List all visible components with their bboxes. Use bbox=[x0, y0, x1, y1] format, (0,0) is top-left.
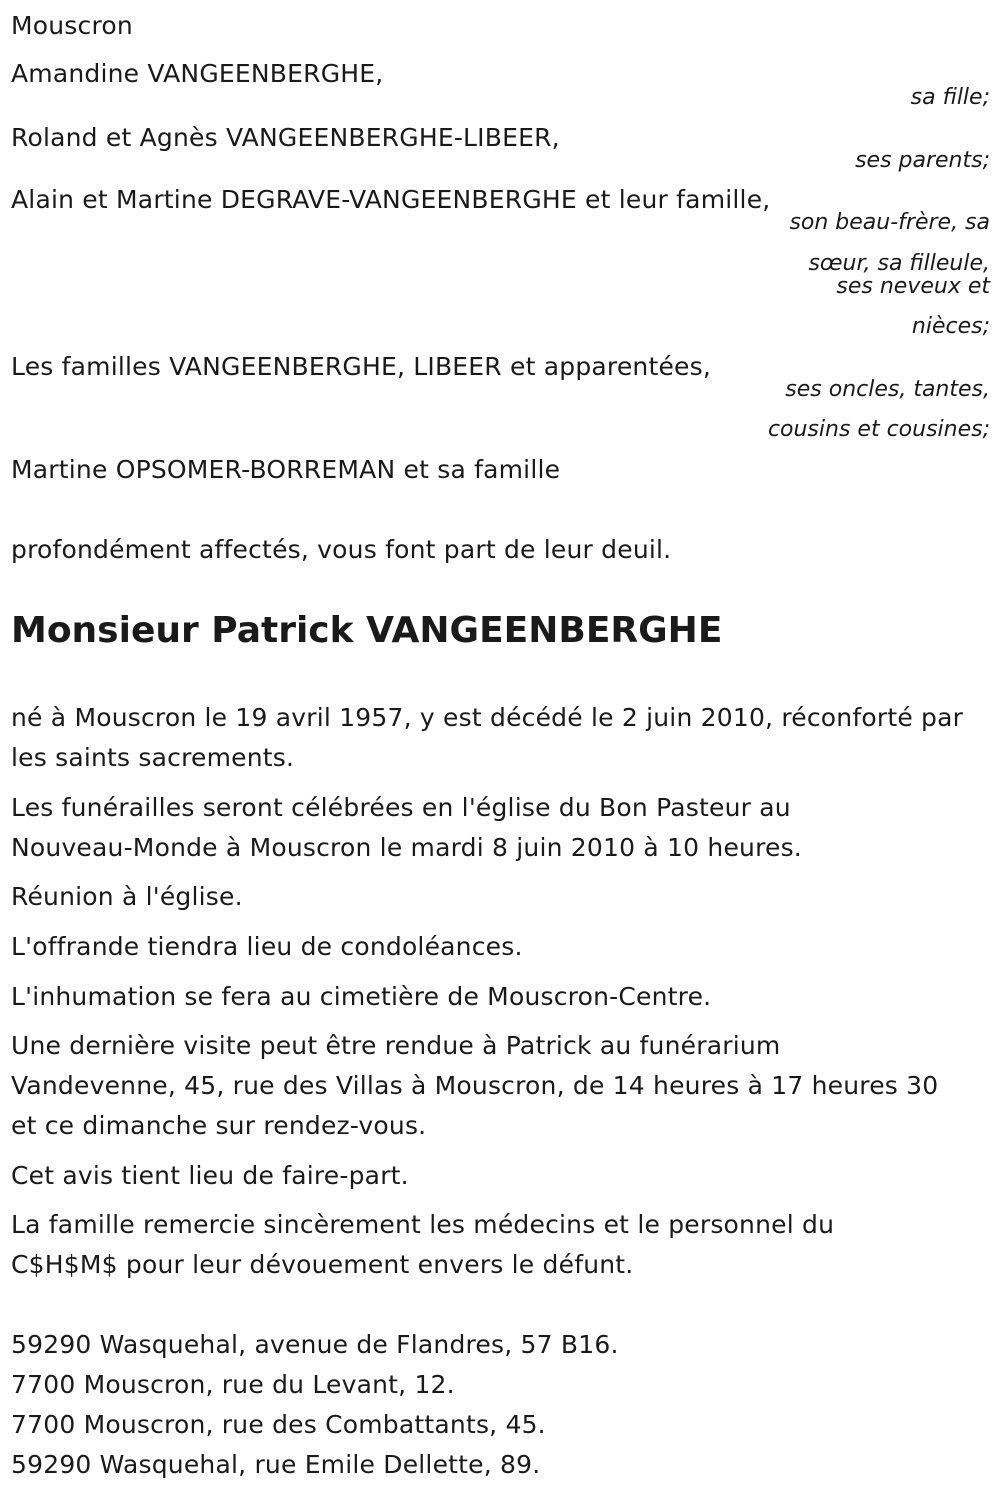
intro-line: profondément affectés, vous font part de leur deuil. bbox=[11, 535, 672, 564]
paragraph-line: Nouveau-Monde à Mouscron le mardi 8 juin 2010 à 10 heures. bbox=[11, 833, 802, 862]
mourner-role: nièces; bbox=[911, 314, 990, 339]
mourner-role: son beau-frère, sa bbox=[789, 210, 990, 235]
paragraph-line: né à Mouscron le 19 avril 1957, y est décédé le 2 juin 2010, réconforté par bbox=[11, 703, 964, 732]
paragraph-line: Les funérailles seront célébrées en l'église du Bon Pasteur au bbox=[11, 793, 791, 822]
mourner-role: ses oncles, tantes, bbox=[785, 377, 990, 402]
mourner-name: Les familles VANGEENBERGHE, LIBEER et apparentées, bbox=[11, 352, 712, 381]
mourner-role: ses parents; bbox=[855, 148, 990, 173]
address-line: 7700 Mouscron, rue des Combattants, 45. bbox=[11, 1410, 546, 1439]
paragraph-line: Une dernière visite peut être rendue à Patrick au funérarium bbox=[11, 1031, 781, 1060]
paragraph-line: et ce dimanche sur rendez-vous. bbox=[11, 1111, 427, 1140]
mourner-name: Roland et Agnès VANGEENBERGHE-LIBEER, bbox=[11, 123, 560, 152]
address-line: 7700 Mouscron, rue du Levant, 12. bbox=[11, 1370, 455, 1399]
mourner-name: Martine OPSOMER-BORREMAN et sa famille bbox=[11, 455, 561, 484]
mourner-role: ses neveux et bbox=[836, 274, 990, 299]
paragraph-line: les saints sacrements. bbox=[11, 743, 295, 772]
city-heading: Mouscron bbox=[11, 11, 133, 40]
paragraph-line: La famille remercie sincèrement les médecins et le personnel du bbox=[11, 1210, 835, 1239]
paragraph-line: L'inhumation se fera au cimetière de Mouscron-Centre. bbox=[11, 982, 712, 1011]
paragraph-line: C$H$M$ pour leur dévouement envers le défunt. bbox=[11, 1250, 634, 1279]
paragraph-line: L'offrande tiendra lieu de condoléances. bbox=[11, 932, 523, 961]
mourner-role: sa fille; bbox=[910, 85, 990, 110]
mourner-name: Alain et Martine DEGRAVE-VANGEENBERGHE et leur famille, bbox=[11, 185, 771, 214]
mourner-role: cousins et cousines; bbox=[767, 417, 990, 442]
address-line: 59290 Wasquehal, avenue de Flandres, 57 B16. bbox=[11, 1330, 619, 1359]
paragraph-line: Réunion à l'église. bbox=[11, 882, 243, 911]
mourner-name: Amandine VANGEENBERGHE, bbox=[11, 59, 384, 88]
paragraph-line: Cet avis tient lieu de faire-part. bbox=[11, 1161, 409, 1190]
mourner-role: sœur, sa filleule, bbox=[808, 251, 990, 276]
address-line: 59290 Wasquehal, rue Emile Dellette, 89. bbox=[11, 1450, 541, 1479]
deceased-name: Monsieur Patrick VANGEENBERGHE bbox=[11, 610, 723, 651]
paragraph-line: Vandevenne, 45, rue des Villas à Mouscron, de 14 heures à 17 heures 30 bbox=[11, 1071, 939, 1100]
